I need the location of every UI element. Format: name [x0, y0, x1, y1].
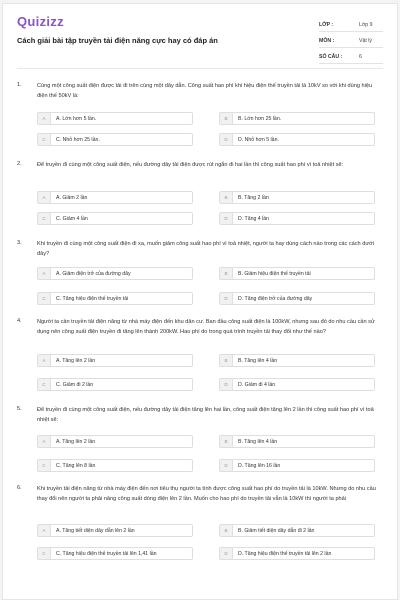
- question-number: 2.: [17, 161, 22, 167]
- question-number: 3.: [17, 240, 22, 246]
- option-d[interactable]: [219, 547, 375, 560]
- option-a[interactable]: [37, 267, 193, 280]
- option-c[interactable]: [37, 133, 193, 146]
- option-text: B. Tăng 2 lần: [238, 194, 269, 201]
- option-text: C. Nhỏ hơn 25 lần.: [56, 136, 100, 143]
- option-text: B. Giảm hiệu điện thế truyền tải: [238, 270, 311, 277]
- question-text: Khi truyền đi cùng một công suất điện đi xa, muốn giảm công suất hao phí vì toả nhiệt, người ta hay dùng cách nào trong các cách dưới đây?: [37, 241, 374, 257]
- header-divider: [17, 68, 383, 69]
- option-text: A. Tăng lên 2 lần: [56, 438, 96, 445]
- option-a[interactable]: [37, 524, 193, 537]
- option-text: C. Giảm đi 2 lần: [56, 381, 94, 388]
- question-number: 5.: [17, 406, 22, 412]
- meta-subject: [319, 34, 383, 48]
- option-letter: C: [38, 134, 51, 145]
- option-text: B. Giảm tiết diện dây dẫn đi 2 lần: [238, 527, 315, 534]
- option-letter: A: [38, 192, 51, 203]
- meta-subject-value: Vật lý: [359, 37, 372, 44]
- question-text: Người ta cần truyền tải điện năng từ nhà máy điện đến khu dân cư. Ban đầu công suất điện là 100kW, nhưng sau đó do nhu cầu cần sử dụng nên công suất điện truyền đi tăng lên thành 200kW. Hao phí do trong quá trình truyền tải thay đổi như thế nào?: [37, 319, 375, 335]
- option-text: A. Lớn hơn 5 lần.: [56, 115, 97, 122]
- option-text: C. Giảm 4 lần: [56, 215, 88, 222]
- question-number: 1.: [17, 82, 22, 88]
- option-a[interactable]: [37, 112, 193, 125]
- option-text: B. Tăng lên 4 lần: [238, 438, 278, 445]
- option-text: A. Giảm điện trở của đường dây: [56, 270, 131, 277]
- meta-count-label: SỐ CÂU :: [319, 53, 343, 60]
- option-letter: A: [38, 436, 51, 447]
- question-number: 4.: [17, 318, 22, 324]
- option-b[interactable]: [219, 354, 375, 367]
- worksheet-page: [2, 3, 398, 600]
- option-b[interactable]: [219, 112, 375, 125]
- option-d[interactable]: [219, 459, 375, 472]
- question-4: [17, 318, 383, 408]
- option-text: B. Tăng lên 4 lần: [238, 357, 278, 364]
- option-d[interactable]: [219, 292, 375, 305]
- option-letter: C: [38, 460, 51, 471]
- option-letter: B: [220, 436, 233, 447]
- meta-count-value: 6: [359, 53, 362, 60]
- option-letter: A: [38, 525, 51, 536]
- question-1: [17, 82, 383, 162]
- question-text: Để truyền đi cùng một công suất điện, nếu đường dây tải điện được rút ngắn đi hai lần thì công suất hao phí vì toả nhiệt sẽ:: [37, 162, 344, 168]
- option-text: C. Tăng hiệu điện thế truyền tải: [56, 295, 129, 302]
- option-text: D. Giảm đi 4 lần: [238, 381, 276, 388]
- option-letter: D: [220, 213, 233, 224]
- option-d[interactable]: [219, 133, 375, 146]
- option-letter: C: [38, 293, 51, 304]
- worksheet-meta: [319, 18, 383, 66]
- option-b[interactable]: [219, 524, 375, 537]
- option-c[interactable]: [37, 378, 193, 391]
- option-letter: A: [38, 355, 51, 366]
- option-text: D. Tăng lên 16 lần: [238, 462, 281, 469]
- meta-grade-label: LỚP :: [319, 21, 334, 28]
- option-letter: D: [220, 293, 233, 304]
- option-text: A. Giảm 2 lần: [56, 194, 88, 201]
- option-c[interactable]: [37, 547, 193, 560]
- worksheet-title: Cách giải bài tập truyền tải điện năng cực hay có đáp án: [17, 36, 218, 45]
- option-c[interactable]: [37, 459, 193, 472]
- option-letter: C: [38, 548, 51, 559]
- option-letter: B: [220, 268, 233, 279]
- option-letter: D: [220, 379, 233, 390]
- option-letter: D: [220, 460, 233, 471]
- option-letter: B: [220, 525, 233, 536]
- option-text: C. Tăng hiệu điện thế truyền tải lên 1,41 lần: [56, 550, 157, 557]
- option-letter: B: [220, 355, 233, 366]
- option-text: C. Tăng lên 8 lần: [56, 462, 96, 469]
- meta-count: [319, 50, 383, 64]
- option-c[interactable]: [37, 212, 193, 225]
- option-a[interactable]: [37, 435, 193, 448]
- question-6: [17, 485, 383, 595]
- worksheet-header: [17, 14, 383, 64]
- option-text: D. Tăng 4 lần: [238, 215, 270, 222]
- question-text: Cùng một công suất điện được tải đi trên cùng một dây dẫn. Công suất hao phí khi hiệu điện thế truyền tải là 10kV so với khi dùng hiệu điện thế 50kV là:: [37, 83, 373, 99]
- option-letter: C: [38, 213, 51, 224]
- meta-grade-value: Lớp 9: [359, 21, 373, 28]
- option-letter: B: [220, 192, 233, 203]
- meta-subject-label: MÔN :: [319, 37, 335, 44]
- option-c[interactable]: [37, 292, 193, 305]
- question-text: Khi truyền tải điện năng từ nhà máy điện đến nơi tiêu thụ người ta tính được công suất hao phí do truyền tải là 10kW. Nhưng do nhu cầu thay đổi nên người ta phải nâng công suất dòng điện lên 2 lần. Muốn cho hao phí do truyền tải vẫn là 10kW thì người ta phải: [37, 486, 376, 502]
- option-b[interactable]: [219, 267, 375, 280]
- option-letter: A: [38, 268, 51, 279]
- question-2: [17, 161, 383, 241]
- option-text: D. Tăng điện trở của đường dây: [238, 295, 313, 302]
- option-d[interactable]: [219, 212, 375, 225]
- option-letter: D: [220, 134, 233, 145]
- option-text: B. Lớn hơn 25 lần.: [238, 115, 282, 122]
- option-b[interactable]: [219, 191, 375, 204]
- option-letter: C: [38, 379, 51, 390]
- quizizz-logo: Quizizz: [17, 14, 64, 29]
- option-text: D. Tăng hiệu điện thế truyền tải lên 2 lần: [238, 550, 332, 557]
- option-a[interactable]: [37, 191, 193, 204]
- question-text: Để truyền đi cùng một công suất điện, nếu đường dây tải điện tăng lên hai lần, công suất điện tăng lên 2 lần thì công suất hao phí vì toả nhiệt sẽ:: [37, 407, 374, 423]
- meta-grade: [319, 18, 383, 32]
- option-text: A. Tăng tiết diện dây dẫn lên 2 lần: [56, 527, 135, 534]
- option-b[interactable]: [219, 435, 375, 448]
- question-5: [17, 406, 383, 486]
- option-letter: B: [220, 113, 233, 124]
- option-a[interactable]: [37, 354, 193, 367]
- option-d[interactable]: [219, 378, 375, 391]
- question-3: [17, 240, 383, 320]
- question-number: 6.: [17, 485, 22, 491]
- option-text: A. Tăng lên 2 lần: [56, 357, 96, 364]
- option-letter: A: [38, 113, 51, 124]
- option-text: D. Nhỏ hơn 5 lần.: [238, 136, 279, 143]
- option-letter: D: [220, 548, 233, 559]
